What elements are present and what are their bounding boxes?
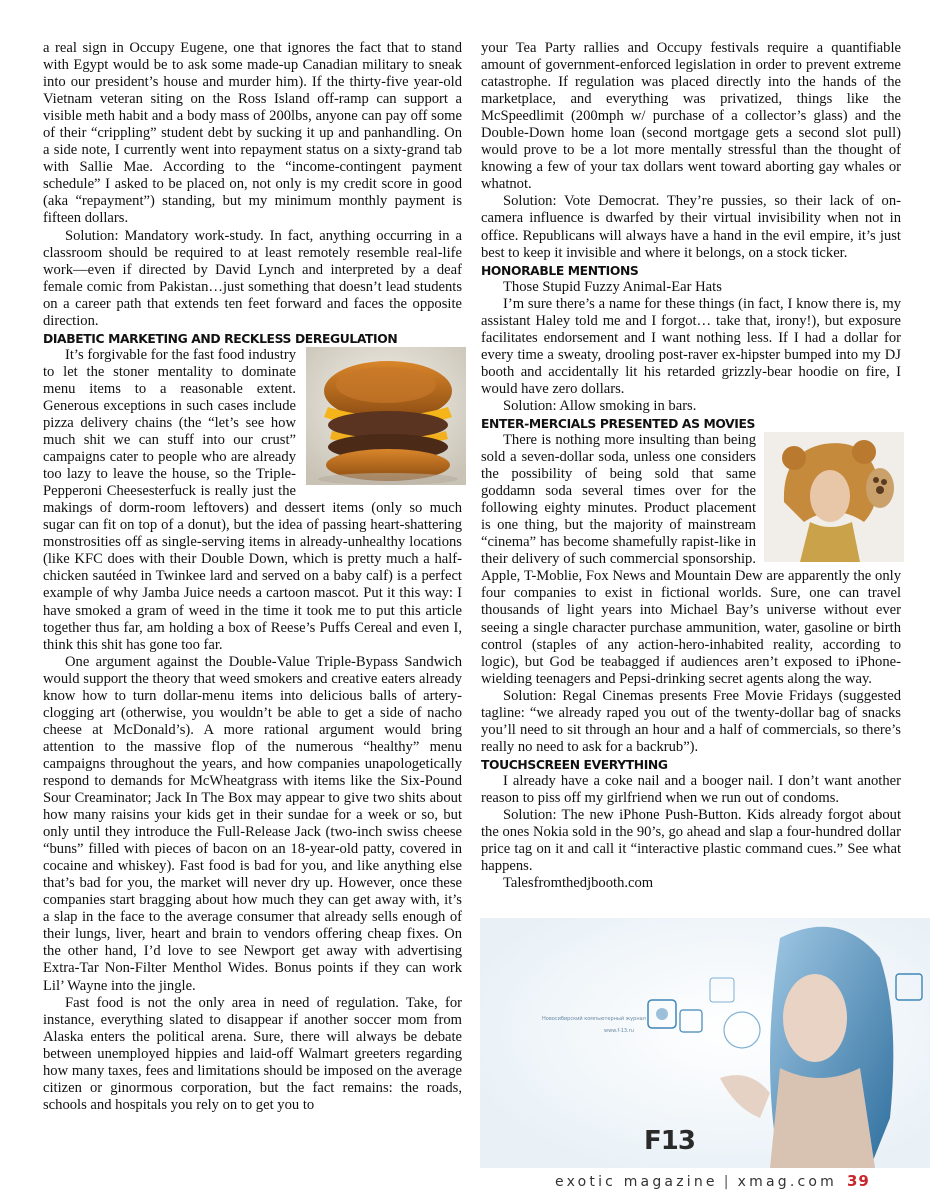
section-heading: ENTER-MERCIALS PRESENTED AS MOVIES <box>481 415 756 431</box>
magazine-name: exotic magazine <box>555 1174 718 1190</box>
art-small-url: www.f-13.ru <box>604 1028 634 1034</box>
footer-separator: | <box>723 1174 732 1190</box>
paragraph: Those Stupid Fuzzy Animal-Ear Hats <box>503 278 722 295</box>
source-credit: Talesfromthedjbooth.com <box>503 875 654 892</box>
paragraph: There is nothing more insulting than being sold a seven-dollar soda, unless one considers the possibility of being sold that same goddamn soda several times over for the following eighty minutes. Product placement is one thing, but the majority of mainstream “cinema” has become shamefully rapist-like in their delivery of such commercial sponsorship. Apple, T-Moblie, Fox News and Mountain Dew are apparently the only four companies to exist in fictional worlds. Sure, one can travel thousands of light years into Michael Bay’s universe without ever seeing a single character purchase ammunition, water, gasoline or birth control (staples of any action-hero-inhabited reality, according to logic), but God be teabagged if audiences aren’t exposed to iPhone-wielding teenagers and Pepsi-drinking secret agents along the way. <box>481 431 901 687</box>
page-footer <box>555 1172 905 1194</box>
paragraph: I’m sure there’s a name for these things (in fact, I know there is, my assistant Haley told me and I forgot… take that, irony!), but exposure facilitates endorsement and I want nothing less. If I had a dollar for every time a sweaty, drooling post-raver ex-hipster bumped into my DJ booth and accidentally lit his retarded grizzly-bear hoodie on fire, I would have zero dollars. <box>481 295 901 397</box>
f13-logo: F13 <box>644 1126 695 1156</box>
paragraph: Solution: Allow smoking in bars. <box>503 397 697 414</box>
paragraph: Solution: The new iPhone Push-Button. Kids already forgot about the ones Nokia sold in the 90’s, go ahead and slap a four-hundred dollar price tag on it and call it “interactive plastic command cues.” See what happens. <box>481 806 901 875</box>
paragraph: I already have a coke nail and a booger nail. I don’t want another reason to piss off my girlfriend when we run out of condoms. <box>481 772 901 806</box>
animal-hat-photo <box>764 432 904 562</box>
section-heading: HONORABLE MENTIONS <box>481 262 639 278</box>
section-heading: TOUCHSCREEN EVERYTHING <box>481 756 668 772</box>
paragraph: It’s forgivable for the fast food industry to let the stoner mentality to dominate menu items to a reasonable extent. Generous exceptions in such cases include pizza delivery chains (the “let’s see how much shit we can stuff into our crust” campaigns cater to people who are already too lazy to leave the house, so the Triple-Pepperoni Cheesesterfuck is really just the makings of dorm-room leftovers) and dessert items (only so much sugar can fit on top of a donut), but the idea of passing heart-shattering monstrosities off as single-serving items in already-unhealthy locations (like KFC does with their Double Down, which is pretty much a half-chicken sautéed in Twinkee lard and served on a baby calf) is a perfect example of why Jamba Juice needs a cartoon mascot. Put it this way: I have smoked a gram of weed in the time it took me to put this article together thus far, am holding a box of Reese’s Puffs Cereal and even I, think this shit has gone too far. <box>43 346 462 653</box>
page-number: 39 <box>847 1172 870 1190</box>
right-column <box>481 40 901 892</box>
burger-photo <box>306 347 466 485</box>
paragraph: Fast food is not the only area in need of regulation. Take, for instance, everything slated to disappear if another soccer mom from Alaska enters the political arena. Sure, there will always be debate between unemployed hippies and laid-off Walmart greeters regarding how many taxes, fees and limitations should be imposed on the average citizen or ginormous corporation, but the fact remains: the roads, schools and hospitals you rely on to get you to <box>43 994 462 1113</box>
paragraph: your Tea Party rallies and Occupy festivals require a quantifiable amount of government-enforced legislation in order to prevent extreme catastrophe. If regulation was placed directly into the hands of the marketplace, and everything was privatized, things like the McSpeedlimit (200mph w/ purchase of a collector’s glass) and the Double-Down home loan (second mortgage gets a second slot pull) would prove to be a lot more mentally stressful than the thought of knowing a few of your tax dollars went toward aborting gay whales or whatnot. <box>481 40 901 193</box>
paragraph: Solution: Vote Democrat. They’re pussies, so their lack of on-camera influence is dwarfed by their virtual invisibility when not in office. Republicans will always have a hand in the evil empire, it’s just best to keep it invisible and where it belongs, on a stock ticker. <box>481 193 901 261</box>
paragraph: a real sign in Occupy Eugene, one that ignores the fact that to stand with Egypt would be to ask some made-up Canadian military to sneak into our president’s house and murder him). If the thirty-five year-old Vietnam veteran siting on the Ross Island off-ramp can support a visible meth habit and a body mass of 200lbs, anyone can pay off some of their “crippling” student debt by sucking it up and panhandling. On a side note, I currently went into repayment status on a sixty-grand tab with Sallie Mae. According to the “income-contingent payment schedule” I asked to be placed on, not only is my credit score in good (aka “repayment”) standing, but my minimum monthly payment is fifteen dollars. <box>43 40 462 227</box>
art-small-text: Новосибирский компьютерный журнал <box>542 1016 646 1022</box>
paragraph: Solution: Mandatory work-study. In fact, anything occurring in a classroom should be required to at least remotely resemble real-life work—even if directed by David Lynch and interpreted by a deaf female comic from Pakistan…just something that doesn’t lead students on a career path that extends ten feet forward and faces the opposite direction. <box>43 227 462 329</box>
site-url: xmag.com <box>737 1174 837 1190</box>
section-heading: DIABETIC MARKETING AND RECKLESS DEREGULATION <box>43 330 398 346</box>
paragraph: One argument against the Double-Value Triple-Bypass Sandwich would support the theory that weed smokers and creative eaters already know how to turn dollar-menu items into delicious balls of artery-clogging art (otherwise, you wouldn’t be able to get a side of nacho cheese at McDonald’s). A more rational argument would bring attention to the massive flop of the numerous “healthy” menu campaigns throughout the years, and how companies unapologetically respond to demands for McWheatgrass with items like the Six-Pound Sour Creaminator; Jack In The Box may appear to give two shits about how many raisins your kids get in their sundae for a week or so, but only until they introduce the Full-Release Jack (two-inch swiss cheese “buns” filled with pieces of bacon on an 18-year-old patty, covered in cocaine and whiskey). Fast food is bad for you, and like anything else that’s bad for you, the market will never dry up. However, once these companies start bragging about how much they can get away with, it’s a slap in the face to the average consumer that already sells enough of their lungs, liver, heart and brain to vendors offering cheap fixes. On the other hand, I’d love to see Newport get away with advertising Extra-Tar Non-Filter Menthol Wides. Bonus points if they can work Lil’ Wayne into the jingle. <box>43 653 462 994</box>
f13-advertisement <box>480 918 930 1168</box>
left-column <box>43 40 462 1114</box>
paragraph: Solution: Regal Cinemas presents Free Movie Fridays (suggested tagline: “we already raped you out of the twenty-dollar bag of snacks you’ll need to sit through an hour and a half of commercials, so there’s really no need to ask for a backrub”). <box>481 687 901 755</box>
